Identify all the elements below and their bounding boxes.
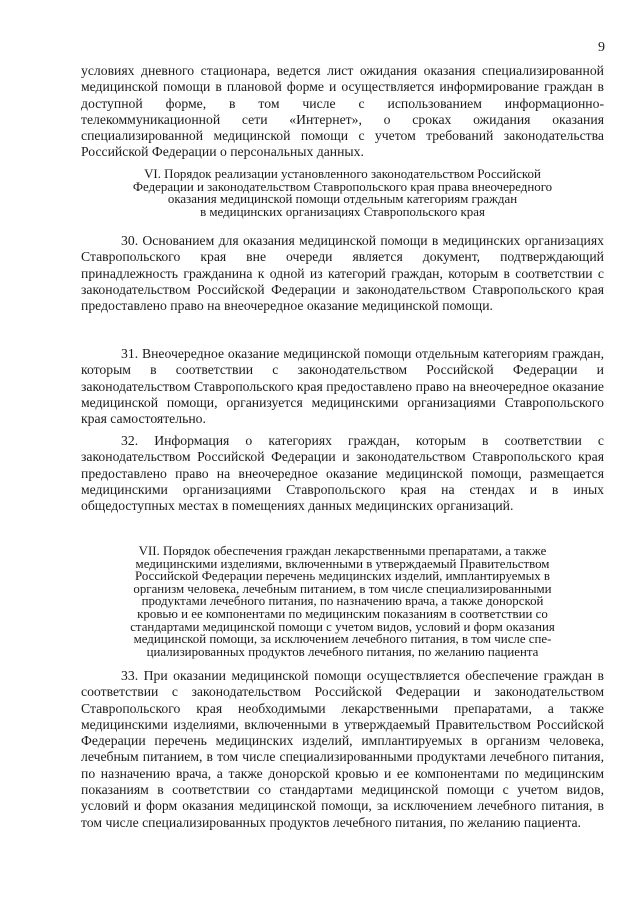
section-vi-heading [81,168,604,218]
section-vii-heading-line: стандартами медицинской помощи с учетом видов, условий и форм оказания [130,619,555,634]
paragraph-31 [81,346,604,427]
section-vii-heading-line: продуктами лечебного питания, по назначению врача, а также донорской [141,594,544,609]
section-vii-heading-line: кровью и ее компонентами по медицинским показаниям в соответствии со [137,606,548,621]
paragraph-33 [81,668,604,831]
section-vi-heading-line: VI. Порядок реализации установленного законодательством Российской [144,167,541,181]
paragraph-31-text: 31. Внеочередное оказание медицинской помощи отдельным категориям граждан, которым в соответствии с законодательством Российской Федерации и законодательством Ставропольского края предоставлено право на внеочередное оказание медицинской помощи, организуется медицинскими организациями Ставропольского края самостоятельно. [81,346,604,427]
section-vii-heading [81,545,604,658]
paragraph-32-text: 32. Информация о категориях граждан, которым в соответствии с законодательством Российской Федерации и законодательством Ставропольского края предоставлено право на внеочередное оказание медицинской помощи, размещается медицинскими организациями Ставропольского края на стендах и в иных общедоступных местах в помещениях данных медицинских организаций. [81,433,604,514]
top-paragraph [81,63,604,161]
paragraph-30 [81,233,604,314]
top-paragraph-text: условиях дневного стационара, ведется лист ожидания оказания специализированной медицинской помощи в плановой форме и осуществляется информирование граждан в доступной форме, в том числе с использованием информационно-телекоммуникационной сети «Интернет», о сроках ожидания оказания специализированной медицинской помощи с учетом требований законодательства Российской Федерации о персональных данных. [81,63,604,160]
section-vii-heading-line: организм человека, лечебным питанием, в том числе специализированными [133,581,552,596]
section-vii-heading-line: циализированных продуктов лечебного питания, по желанию пациента [146,644,539,659]
section-vii-heading-line: VII. Порядок обеспечения граждан лекарственными препаратами, а также [138,544,547,558]
section-vi-heading-line: в медицинских организациях Ставропольского края [200,204,485,219]
section-vii-heading-line: Российской Федерации перечень медицинских изделий, имплантируемых в [134,569,551,584]
section-vi-heading-line: оказания медицинской помощи отдельным категориям граждан [167,192,518,207]
paragraph-33-text: 33. При оказании медицинской помощи осуществляется обеспечение граждан в соответствии с законодательством Российской Федерации и законодательством Ставропольского края необходимыми лекарственными препаратами, а также медицинскими изделиями, включенными в утверждаемый Правительством Российской Федерации перечень медицинских изделий, имплантируемых в организм человека, лечебным питанием, в том числе специализированными продуктами лечебного питания, по назначению врача, а также донорской кровью и ее компонентами по медицинским показаниям в соответствии со стандартами медицинской помощи с учетом видов, условий и форм оказания медицинской помощи, за исключением лечебного питания, в том числе специализированных продуктов лечебного питания, по желанию пациента. [81,668,604,830]
section-vii-heading-line: медицинскими изделиями, включенными в утверждаемый Правительством [135,556,550,571]
section-vii-heading-line: медицинской помощи, за исключением лечебного питания, в том числе спе- [133,632,552,647]
paragraph-32 [81,433,604,514]
page-number: 9 [598,40,605,55]
paragraph-30-text: 30. Основанием для оказания медицинской помощи в медицинских организациях Ставропольского края вне очереди является документ, подтверждающий принадлежность гражданина к одной из категорий граждан, которым в соответствии с законодательством Российской Федерации и законодательством Ставропольского края предоставлено право на внеочередное оказание медицинской помощи. [81,233,604,314]
section-vi-heading-line: Федерации и законодательством Ставропольского края права внеочередного [132,179,553,194]
